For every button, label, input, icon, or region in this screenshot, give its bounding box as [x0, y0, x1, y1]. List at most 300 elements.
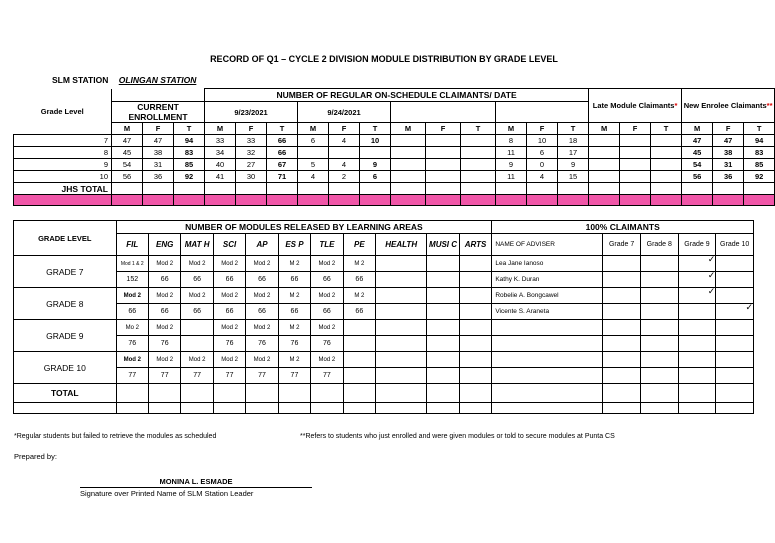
- claimant-check-cell: [716, 336, 754, 352]
- subject-header: MAT H: [181, 234, 213, 256]
- claimant-check-cell: [678, 352, 716, 368]
- value-cell: 31: [713, 159, 744, 171]
- module-cell: [459, 272, 492, 288]
- module-cell: [459, 320, 492, 336]
- signature-caption: Signature over Printed Name of SLM Station Leader: [80, 489, 254, 498]
- value-cell: 94: [174, 135, 205, 147]
- module-cell: 66: [343, 272, 375, 288]
- module-cell: [427, 336, 459, 352]
- module-cell: Mod 2: [246, 352, 278, 368]
- module-cell: [459, 288, 492, 304]
- late-marker: *: [674, 101, 678, 110]
- claimant-check-cell: [716, 272, 754, 288]
- module-cell: M 2: [278, 352, 310, 368]
- value-cell: 47: [143, 135, 174, 147]
- module-cell: 77: [181, 368, 213, 384]
- module-cell: [376, 272, 427, 288]
- mft-header-cell: F: [329, 123, 360, 135]
- claimant-check-cell: [603, 368, 641, 384]
- module-cell: Mod 2: [246, 288, 278, 304]
- module-cell: M 2: [343, 256, 375, 272]
- value-cell: 4: [329, 135, 360, 147]
- mft-header-cell: T: [558, 123, 589, 135]
- module-cell: [427, 272, 459, 288]
- value-cell: 15: [558, 171, 589, 183]
- value-cell: 17: [558, 147, 589, 159]
- value-cell: [426, 171, 461, 183]
- value-cell: [620, 171, 651, 183]
- late-claimants-label: Late Module Claimants: [592, 101, 675, 110]
- mft-header-cell: M: [496, 123, 527, 135]
- module-cell: [459, 256, 492, 272]
- value-cell: 18: [558, 135, 589, 147]
- check-icon: ✓: [707, 254, 716, 264]
- adviser-name: [492, 320, 603, 336]
- modules-table: [13, 220, 754, 414]
- adviser-name: [492, 336, 603, 352]
- page-title: RECORD OF Q1 – CYCLE 2 DIVISION MODULE DISTRIBUTION BY GRADE LEVEL: [210, 54, 558, 64]
- claimant-check-cell: [716, 352, 754, 368]
- module-cell: 66: [246, 272, 278, 288]
- value-cell: 47: [713, 135, 744, 147]
- module-cell: Mod 1 & 2: [116, 256, 148, 272]
- grade-cell: 10: [14, 171, 112, 183]
- module-cell: Mod 2: [148, 288, 180, 304]
- value-cell: [426, 159, 461, 171]
- value-cell: [391, 135, 426, 147]
- module-cell: 77: [278, 368, 310, 384]
- module-cell: Mod 2: [148, 352, 180, 368]
- value-cell: 6: [298, 135, 329, 147]
- check-icon: ✓: [707, 270, 716, 280]
- value-cell: 54: [682, 159, 713, 171]
- grade-col-header: Grade 10: [716, 234, 754, 256]
- module-cell: Mod 2: [213, 352, 245, 368]
- adviser-name: Kathy K. Duran: [492, 272, 603, 288]
- value-cell: [461, 171, 496, 183]
- subjects-header-row: [14, 234, 754, 256]
- module-cell: Mod 2: [181, 352, 213, 368]
- value-cell: [461, 159, 496, 171]
- module-cell: [376, 288, 427, 304]
- subject-header: TLE: [311, 234, 343, 256]
- separator-row: [14, 195, 775, 206]
- value-cell: 11: [496, 147, 527, 159]
- mft-header-cell: F: [620, 123, 651, 135]
- value-cell: [651, 159, 682, 171]
- value-cell: 66: [267, 147, 298, 159]
- value-cell: [360, 147, 391, 159]
- module-cell: Mod 2: [246, 256, 278, 272]
- jhs-total-label: JHS TOTAL: [14, 183, 112, 195]
- module-cell: [343, 320, 375, 336]
- module-cell: [376, 368, 427, 384]
- value-cell: 94: [744, 135, 775, 147]
- claimant-check-cell: [603, 352, 641, 368]
- claimant-check-cell: [716, 368, 754, 384]
- value-cell: 47: [112, 135, 143, 147]
- value-cell: 47: [682, 135, 713, 147]
- adviser-header: NAME OF ADVISER: [492, 234, 603, 256]
- module-cell: 66: [181, 304, 213, 320]
- claimant-check-cell: [678, 304, 716, 320]
- module-cell: [376, 320, 427, 336]
- module-cell: 66: [278, 272, 310, 288]
- module-row: [14, 288, 754, 304]
- mft-header-cell: M: [298, 123, 329, 135]
- value-cell: [620, 135, 651, 147]
- module-cell: 76: [116, 336, 148, 352]
- subject-header: MUSI C: [427, 234, 459, 256]
- module-cell: Mod 2: [246, 320, 278, 336]
- value-cell: 2: [329, 171, 360, 183]
- value-cell: 45: [112, 147, 143, 159]
- grade-group-label: GRADE 8: [14, 288, 117, 320]
- module-cell: 66: [148, 304, 180, 320]
- module-cell: 76: [148, 336, 180, 352]
- claimant-check-cell: [603, 256, 641, 272]
- value-cell: 6: [527, 147, 558, 159]
- value-cell: 45: [682, 147, 713, 159]
- module-cell: [343, 336, 375, 352]
- module-row: [14, 272, 754, 288]
- value-cell: [461, 147, 496, 159]
- subject-header: SCI: [213, 234, 245, 256]
- claimant-check-cell: [640, 336, 678, 352]
- mft-header-cell: M: [391, 123, 426, 135]
- value-cell: 10: [360, 135, 391, 147]
- module-cell: Mod 2: [213, 288, 245, 304]
- claimant-check-cell: [640, 352, 678, 368]
- module-cell: [427, 352, 459, 368]
- subject-header: AP: [246, 234, 278, 256]
- value-cell: 38: [143, 147, 174, 159]
- module-cell: Mo 2: [116, 320, 148, 336]
- module-cell: Mod 2: [116, 288, 148, 304]
- value-cell: [426, 135, 461, 147]
- subject-header: PE: [343, 234, 375, 256]
- check-icon: ✓: [745, 302, 753, 312]
- subject-header: ARTS: [459, 234, 492, 256]
- adviser-name: Lea Jane Ianoso: [492, 256, 603, 272]
- claimant-check-cell: [678, 288, 716, 304]
- module-cell: 77: [148, 368, 180, 384]
- subject-header: ES P: [278, 234, 310, 256]
- value-cell: 32: [236, 147, 267, 159]
- value-cell: 40: [205, 159, 236, 171]
- value-cell: [589, 159, 620, 171]
- value-cell: [620, 147, 651, 159]
- claimant-check-cell: [640, 256, 678, 272]
- module-cell: Mod 2: [311, 256, 343, 272]
- check-icon: ✓: [707, 286, 716, 296]
- value-cell: 38: [713, 147, 744, 159]
- mft-header-cell: F: [143, 123, 174, 135]
- claimant-check-cell: [603, 272, 641, 288]
- module-cell: [427, 368, 459, 384]
- value-cell: 56: [112, 171, 143, 183]
- module-row: [14, 352, 754, 368]
- module-cell: 66: [213, 272, 245, 288]
- module-cell: M 2: [278, 288, 310, 304]
- value-cell: 56: [682, 171, 713, 183]
- module-cell: 66: [278, 304, 310, 320]
- value-cell: [298, 147, 329, 159]
- grade-col-header: Grade 9: [678, 234, 716, 256]
- value-cell: 5: [298, 159, 329, 171]
- module-cell: 66: [246, 304, 278, 320]
- value-cell: 10: [527, 135, 558, 147]
- new-enrolee-label: New Enrolee Claimants: [683, 101, 767, 110]
- value-cell: 34: [205, 147, 236, 159]
- module-cell: [376, 304, 427, 320]
- module-cell: 66: [343, 304, 375, 320]
- claimant-check-cell: [640, 320, 678, 336]
- value-cell: [461, 135, 496, 147]
- module-cell: 66: [213, 304, 245, 320]
- mft-header-cell: M: [682, 123, 713, 135]
- mft-header-cell: T: [174, 123, 205, 135]
- grade-group-label: GRADE 9: [14, 320, 117, 352]
- module-cell: [376, 256, 427, 272]
- mft-header-cell: F: [426, 123, 461, 135]
- module-cell: 152: [116, 272, 148, 288]
- module-row: [14, 256, 754, 272]
- claimant-check-cell: [678, 320, 716, 336]
- signatory-name: MONINA L. ESMADE: [80, 477, 312, 488]
- module-cell: [459, 368, 492, 384]
- module-cell: 76: [246, 336, 278, 352]
- module-row: [14, 304, 754, 320]
- value-cell: 33: [205, 135, 236, 147]
- current-enrollment-header: CURRENT ENROLLMENT: [112, 102, 205, 123]
- module-cell: [427, 304, 459, 320]
- value-cell: 33: [236, 135, 267, 147]
- value-cell: 36: [713, 171, 744, 183]
- grade-level-header-2: GRADE LEVEL: [14, 221, 117, 256]
- value-cell: 83: [744, 147, 775, 159]
- new-enrolee-header: [682, 89, 775, 123]
- value-cell: 6: [360, 171, 391, 183]
- module-cell: Mod 2: [148, 320, 180, 336]
- value-cell: 92: [744, 171, 775, 183]
- value-cell: 66: [267, 135, 298, 147]
- value-cell: [589, 171, 620, 183]
- module-cell: 77: [213, 368, 245, 384]
- mft-header-cell: T: [744, 123, 775, 135]
- claimant-check-cell: [603, 288, 641, 304]
- module-row: [14, 320, 754, 336]
- mft-header-cell: T: [651, 123, 682, 135]
- adviser-name: [492, 368, 603, 384]
- value-cell: 41: [205, 171, 236, 183]
- claimant-check-cell: [678, 336, 716, 352]
- module-cell: 66: [116, 304, 148, 320]
- grade-row: [14, 171, 775, 183]
- mft-header-cell: T: [267, 123, 298, 135]
- grade-level-header: Grade Level: [14, 89, 112, 135]
- module-cell: 76: [278, 336, 310, 352]
- module-cell: Mod 2: [311, 288, 343, 304]
- module-cell: 66: [311, 272, 343, 288]
- value-cell: 85: [174, 159, 205, 171]
- footnote-late: *Regular students but failed to retrieve the modules as scheduled: [14, 433, 217, 440]
- grade-cell: 7: [14, 135, 112, 147]
- claimant-check-cell: [603, 336, 641, 352]
- value-cell: 71: [267, 171, 298, 183]
- module-cell: Mod 2: [181, 288, 213, 304]
- module-cell: 77: [116, 368, 148, 384]
- mft-header-cell: F: [527, 123, 558, 135]
- value-cell: 4: [329, 159, 360, 171]
- module-cell: 66: [311, 304, 343, 320]
- value-cell: [391, 171, 426, 183]
- module-cell: 77: [311, 368, 343, 384]
- module-cell: Mod 2: [116, 352, 148, 368]
- module-cell: [427, 256, 459, 272]
- module-cell: 66: [148, 272, 180, 288]
- module-cell: Mod 2: [148, 256, 180, 272]
- value-cell: [391, 147, 426, 159]
- subject-header: FIL: [116, 234, 148, 256]
- adviser-name: Vicente S. Araneta: [492, 304, 603, 320]
- module-cell: [376, 352, 427, 368]
- module-cell: [343, 368, 375, 384]
- late-claimants-header: [589, 89, 682, 123]
- value-cell: [589, 147, 620, 159]
- value-cell: [426, 147, 461, 159]
- value-cell: 9: [496, 159, 527, 171]
- value-cell: 54: [112, 159, 143, 171]
- value-cell: [651, 135, 682, 147]
- module-cell: [181, 320, 213, 336]
- module-cell: 66: [181, 272, 213, 288]
- grade-col-header: Grade 7: [603, 234, 641, 256]
- value-cell: [391, 159, 426, 171]
- grade-row: [14, 147, 775, 159]
- value-cell: [589, 135, 620, 147]
- value-cell: [651, 171, 682, 183]
- module-cell: Mod 2: [213, 320, 245, 336]
- grade-col-header: Grade 8: [640, 234, 678, 256]
- grade-cell: 9: [14, 159, 112, 171]
- mft-header-cell: M: [112, 123, 143, 135]
- subject-header: HEALTH: [376, 234, 427, 256]
- module-cell: Mod 2: [181, 256, 213, 272]
- value-cell: [620, 159, 651, 171]
- mft-header-row: [14, 123, 775, 135]
- module-cell: M 2: [278, 256, 310, 272]
- value-cell: 67: [267, 159, 298, 171]
- adviser-name: [492, 352, 603, 368]
- module-row: [14, 336, 754, 352]
- mft-header-cell: F: [713, 123, 744, 135]
- date2-header: 9/24/2021: [298, 102, 391, 123]
- value-cell: 4: [298, 171, 329, 183]
- module-cell: Mod 2: [311, 352, 343, 368]
- mft-header-cell: F: [236, 123, 267, 135]
- module-cell: [459, 304, 492, 320]
- prepared-by-label: Prepared by:: [14, 452, 57, 461]
- value-cell: 11: [496, 171, 527, 183]
- value-cell: 30: [236, 171, 267, 183]
- value-cell: [329, 147, 360, 159]
- module-cell: M 2: [343, 288, 375, 304]
- module-cell: M 2: [278, 320, 310, 336]
- subject-header: ENG: [148, 234, 180, 256]
- value-cell: 31: [143, 159, 174, 171]
- module-cell: [427, 288, 459, 304]
- value-cell: [651, 147, 682, 159]
- modules-header: NUMBER OF MODULES RELEASED BY LEARNING AREAS: [116, 221, 492, 234]
- grade-row: [14, 159, 775, 171]
- grade-group-label: GRADE 7: [14, 256, 117, 288]
- module-cell: Mod 2: [213, 256, 245, 272]
- date1-header: 9/23/2021: [205, 102, 298, 123]
- new-marker: **: [766, 101, 773, 110]
- value-cell: 8: [496, 135, 527, 147]
- value-cell: 85: [744, 159, 775, 171]
- claimant-check-cell: [716, 304, 754, 320]
- module-cell: [376, 336, 427, 352]
- module-cell: [459, 352, 492, 368]
- slm-station: [52, 75, 196, 85]
- module-cell: [427, 320, 459, 336]
- module-cell: 76: [213, 336, 245, 352]
- module-cell: [181, 336, 213, 352]
- claimants-header: NUMBER OF REGULAR ON-SCHEDULE CLAIMANTS/ DATE: [205, 89, 589, 102]
- slm-station-label: SLM STATION: [52, 75, 109, 85]
- value-cell: 36: [143, 171, 174, 183]
- value-cell: 4: [527, 171, 558, 183]
- value-cell: 83: [174, 147, 205, 159]
- grade-cell: 8: [14, 147, 112, 159]
- value-cell: 9: [360, 159, 391, 171]
- slm-station-value: OLINGAN STATION: [118, 75, 197, 85]
- mft-header-cell: T: [360, 123, 391, 135]
- claimant-check-cell: [603, 320, 641, 336]
- claimants-table: [13, 88, 775, 206]
- claimant-check-cell: [603, 304, 641, 320]
- total-label: TOTAL: [14, 384, 117, 403]
- mft-header-cell: M: [589, 123, 620, 135]
- claimant-check-cell: [716, 320, 754, 336]
- mft-header-cell: T: [461, 123, 496, 135]
- value-cell: 92: [174, 171, 205, 183]
- grade-row: [14, 135, 775, 147]
- adviser-name: Robelie A. Bongcawel: [492, 288, 603, 304]
- module-row: [14, 368, 754, 384]
- full-claimants-header: 100% CLAIMANTS: [492, 221, 754, 234]
- claimant-check-cell: [716, 256, 754, 272]
- claimant-check-cell: [640, 272, 678, 288]
- claimant-check-cell: [640, 304, 678, 320]
- value-cell: 0: [527, 159, 558, 171]
- module-cell: [343, 352, 375, 368]
- claimant-check-cell: [678, 368, 716, 384]
- value-cell: 27: [236, 159, 267, 171]
- module-cell: Mod 2: [311, 320, 343, 336]
- value-cell: 9: [558, 159, 589, 171]
- module-cell: [459, 336, 492, 352]
- module-cell: 76: [311, 336, 343, 352]
- claimant-check-cell: [640, 368, 678, 384]
- claimant-check-cell: [640, 288, 678, 304]
- mft-header-cell: M: [205, 123, 236, 135]
- footnote-new: **Refers to students who just enrolled and were given modules or told to secure modules at Punta CS: [300, 433, 615, 440]
- grade-group-label: GRADE 10: [14, 352, 117, 384]
- module-cell: 77: [246, 368, 278, 384]
